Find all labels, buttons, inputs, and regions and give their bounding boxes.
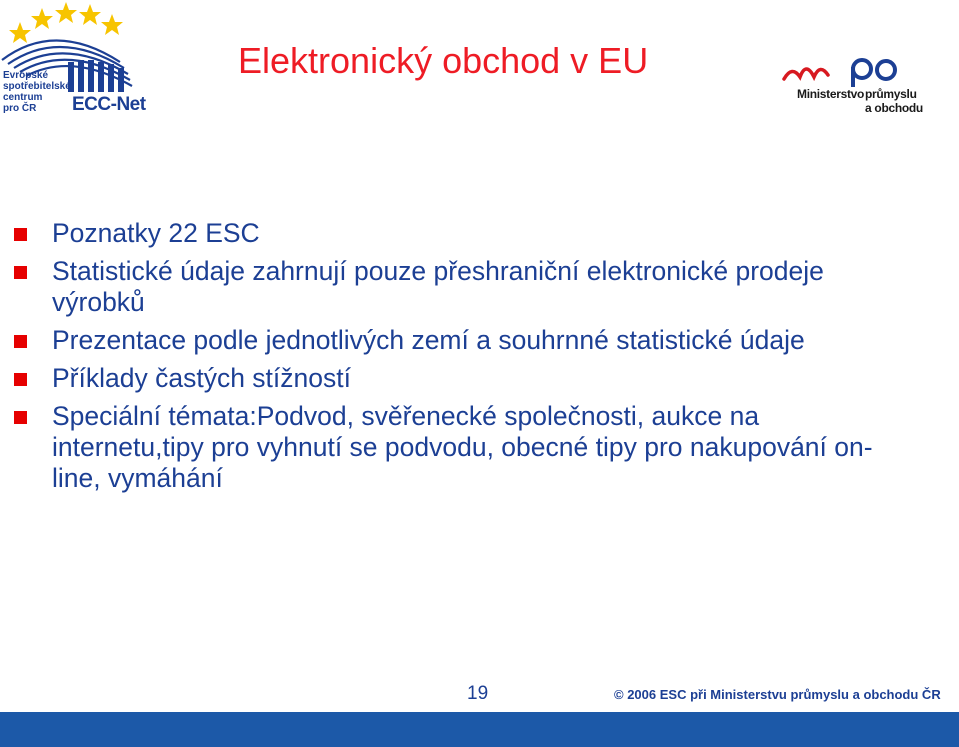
bullet-text: Speciální témata:Podvod, svěřenecké společnosti, aukce na internetu,tipy pro vyhnutí se podvodu, obecné tipy pro nakupování on-line, vymáhání — [52, 401, 873, 493]
footer-credit: © 2006 ESC při Ministerstvu průmyslu a obchodu ČR — [614, 687, 941, 702]
bullet-text: Prezentace podle jednotlivých zemí a souhrnné statistické údaje — [52, 325, 805, 355]
bullet-text: Příklady častých stížností — [52, 363, 351, 393]
bullet-square-icon — [14, 335, 27, 348]
footer-bar — [0, 712, 959, 747]
page-number: 19 — [467, 683, 489, 704]
bullet-square-icon — [14, 373, 27, 386]
mpo-mark-icon — [782, 55, 922, 89]
ecc-logo-line-2: spotřebitelské — [3, 81, 71, 92]
mpo-logo-line-1b: průmyslu — [865, 87, 917, 101]
bullet-item — [14, 363, 914, 394]
ecc-logo-line-3: centrum — [3, 92, 43, 103]
bullet-item — [14, 325, 914, 356]
bullet-item — [14, 401, 914, 494]
bullet-square-icon — [14, 411, 27, 424]
mpo-logo-line-1: Ministerstvo — [797, 87, 865, 101]
bullet-square-icon — [14, 228, 27, 241]
bullet-list — [14, 218, 914, 501]
mpo-logo-line-2: a obchodu — [865, 101, 923, 115]
bullet-item — [14, 256, 914, 318]
ecc-net-brand: ECC-Net — [72, 94, 146, 115]
ecc-logo-text — [3, 70, 73, 114]
ecc-logo-line-1: Evropské — [3, 70, 49, 81]
ecc-logo-line-4: pro ČR — [3, 103, 37, 114]
bullet-text: Statistické údaje zahrnují pouze přeshraniční elektronické prodeje výrobků — [52, 256, 824, 317]
bullet-item — [14, 218, 914, 249]
mpo-logo — [782, 55, 922, 117]
ecc-logo — [0, 0, 146, 120]
slide-title: Elektronický obchod v EU — [238, 40, 649, 81]
bullet-text: Poznatky 22 ESC — [52, 218, 260, 248]
bullet-square-icon — [14, 266, 27, 279]
